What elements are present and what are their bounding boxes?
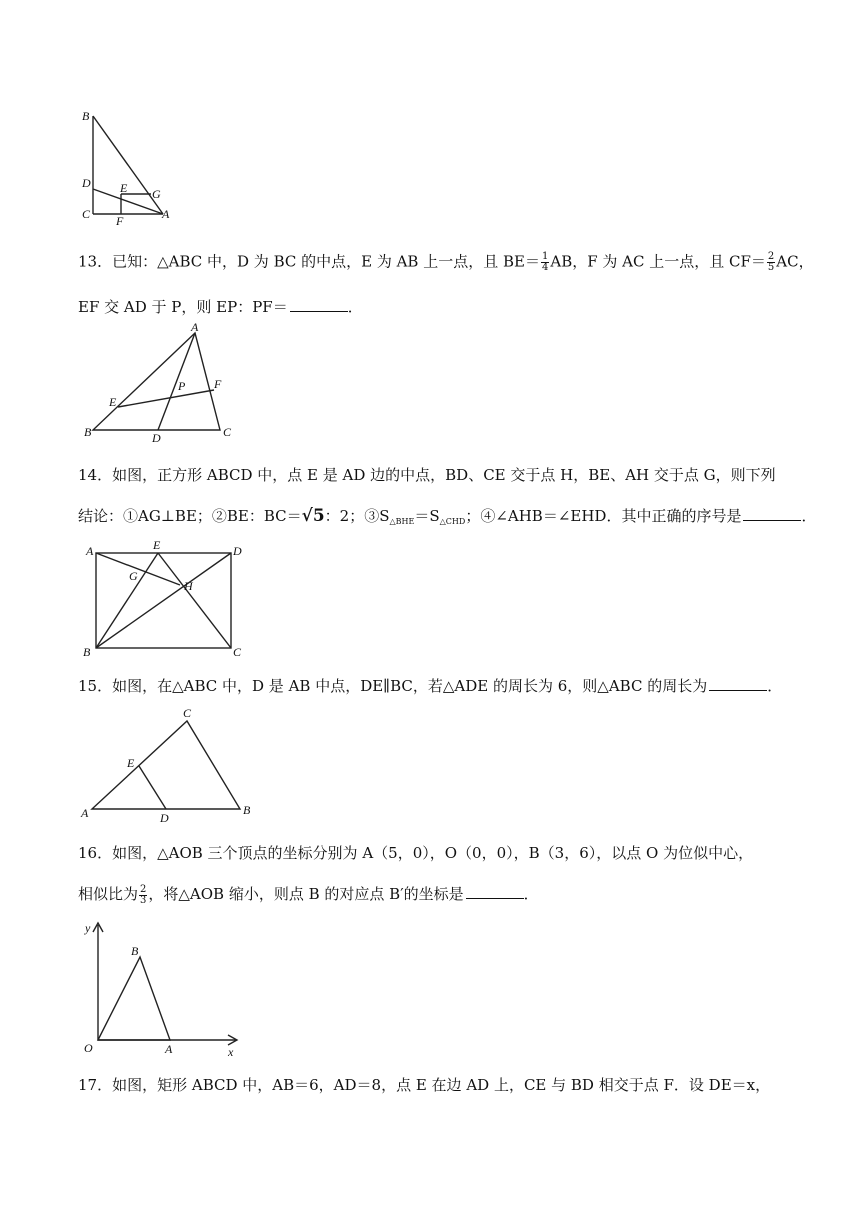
answer-blank[interactable]	[290, 297, 348, 312]
label-B: B	[83, 645, 91, 659]
figure-coordinate-triangle	[78, 915, 248, 1060]
sqrt-five: √5	[301, 506, 325, 526]
label-C: C	[233, 645, 242, 659]
label-A: A	[81, 806, 89, 820]
label-B: B	[243, 803, 251, 817]
figure-right-triangle	[76, 108, 186, 226]
label-D: D	[152, 431, 161, 445]
label-E: E	[127, 756, 135, 770]
question-13-line-2: EF 交 AD 于 P，则 EP：PF＝ ．	[78, 298, 363, 316]
label-H: H	[184, 579, 193, 593]
question-number: 13．	[78, 252, 113, 271]
label-E: E	[120, 181, 128, 195]
fraction-two-fifths: $\frac{2}{5}$	[767, 251, 775, 273]
label-y: y	[85, 921, 91, 935]
question-14: 14．如图，正方形 ABCD 中，点 E 是 AD 边的中点，BD、CE 交于点 H，BE、AH 交于点 G，则下列	[78, 466, 776, 484]
label-B: B	[84, 425, 92, 439]
answer-blank[interactable]	[466, 884, 524, 899]
figure-triangle-ade	[80, 705, 260, 825]
label-A: A	[191, 320, 199, 334]
question-number: 15．	[78, 677, 113, 695]
fraction-one-quarter: $\frac{1}{4}$	[541, 251, 549, 273]
label-E: E	[153, 538, 161, 552]
label-E: E	[109, 395, 117, 409]
question-number: 14．	[78, 466, 113, 484]
label-x: x	[228, 1045, 234, 1059]
question-16-line-2: 相似比为 $\frac{2}{3}$ ，将△AOB 缩小，则点 B 的对应点 B′的坐标是 ．	[78, 883, 539, 906]
label-P: P	[178, 379, 186, 393]
question-number: 16．	[78, 844, 113, 862]
label-G: G	[152, 187, 161, 201]
label-F: F	[116, 214, 124, 228]
answer-blank[interactable]	[743, 506, 801, 521]
label-A: A	[165, 1042, 173, 1056]
label-D: D	[233, 544, 242, 558]
label-A: A	[162, 207, 170, 221]
figure-triangle-abc-efp	[80, 320, 250, 445]
question-17: 17．如图，矩形 ABCD 中，AB＝6，AD＝8，点 E 在边 AD 上，CE 与 BD 相交于点 F．设 DE＝x，	[78, 1076, 771, 1094]
label-G: G	[129, 569, 138, 583]
label-B: B	[131, 944, 139, 958]
question-14-line-2: 结论：①AG⊥BE；②BE：BC＝√5：2；$③S_{\triangle BHE}=S_{\triangle CHD}$；④∠AHB＝∠EHD．其中正确的序号是 ．	[78, 506, 817, 526]
label-C: C	[183, 706, 192, 720]
label-D: D	[160, 811, 169, 825]
label-F: F	[214, 377, 222, 391]
question-13: 13．已知：△ABC 中，D 为 BC 的中点，E 为 AB 上一点，且 BE＝ $\frac{1}{4}$ AB，F 为 AC 上一点，且 CF＝ $\frac{2}{5}$ AC，	[78, 251, 814, 273]
label-O: O	[84, 1041, 93, 1055]
label-D: D	[82, 176, 91, 190]
question-16: 16．如图，△AOB 三个顶点的坐标分别为 A（5，0），O（0，0），B（3，6），以点 O 为位似中心，	[78, 844, 754, 862]
label-A: A	[86, 544, 94, 558]
fraction-two-thirds: $\frac{2}{3}$	[140, 883, 147, 906]
label-B: B	[82, 109, 90, 123]
label-C: C	[82, 207, 91, 221]
question-15: 15．如图，在△ABC 中，D 是 AB 中点，DE∥BC，若△ADE 的周长为 6，则△ABC 的周长为 ．	[78, 677, 783, 695]
label-C: C	[223, 425, 232, 439]
figure-square-abcd	[82, 538, 250, 660]
answer-blank[interactable]	[709, 676, 767, 691]
question-number: 17．	[78, 1076, 113, 1094]
